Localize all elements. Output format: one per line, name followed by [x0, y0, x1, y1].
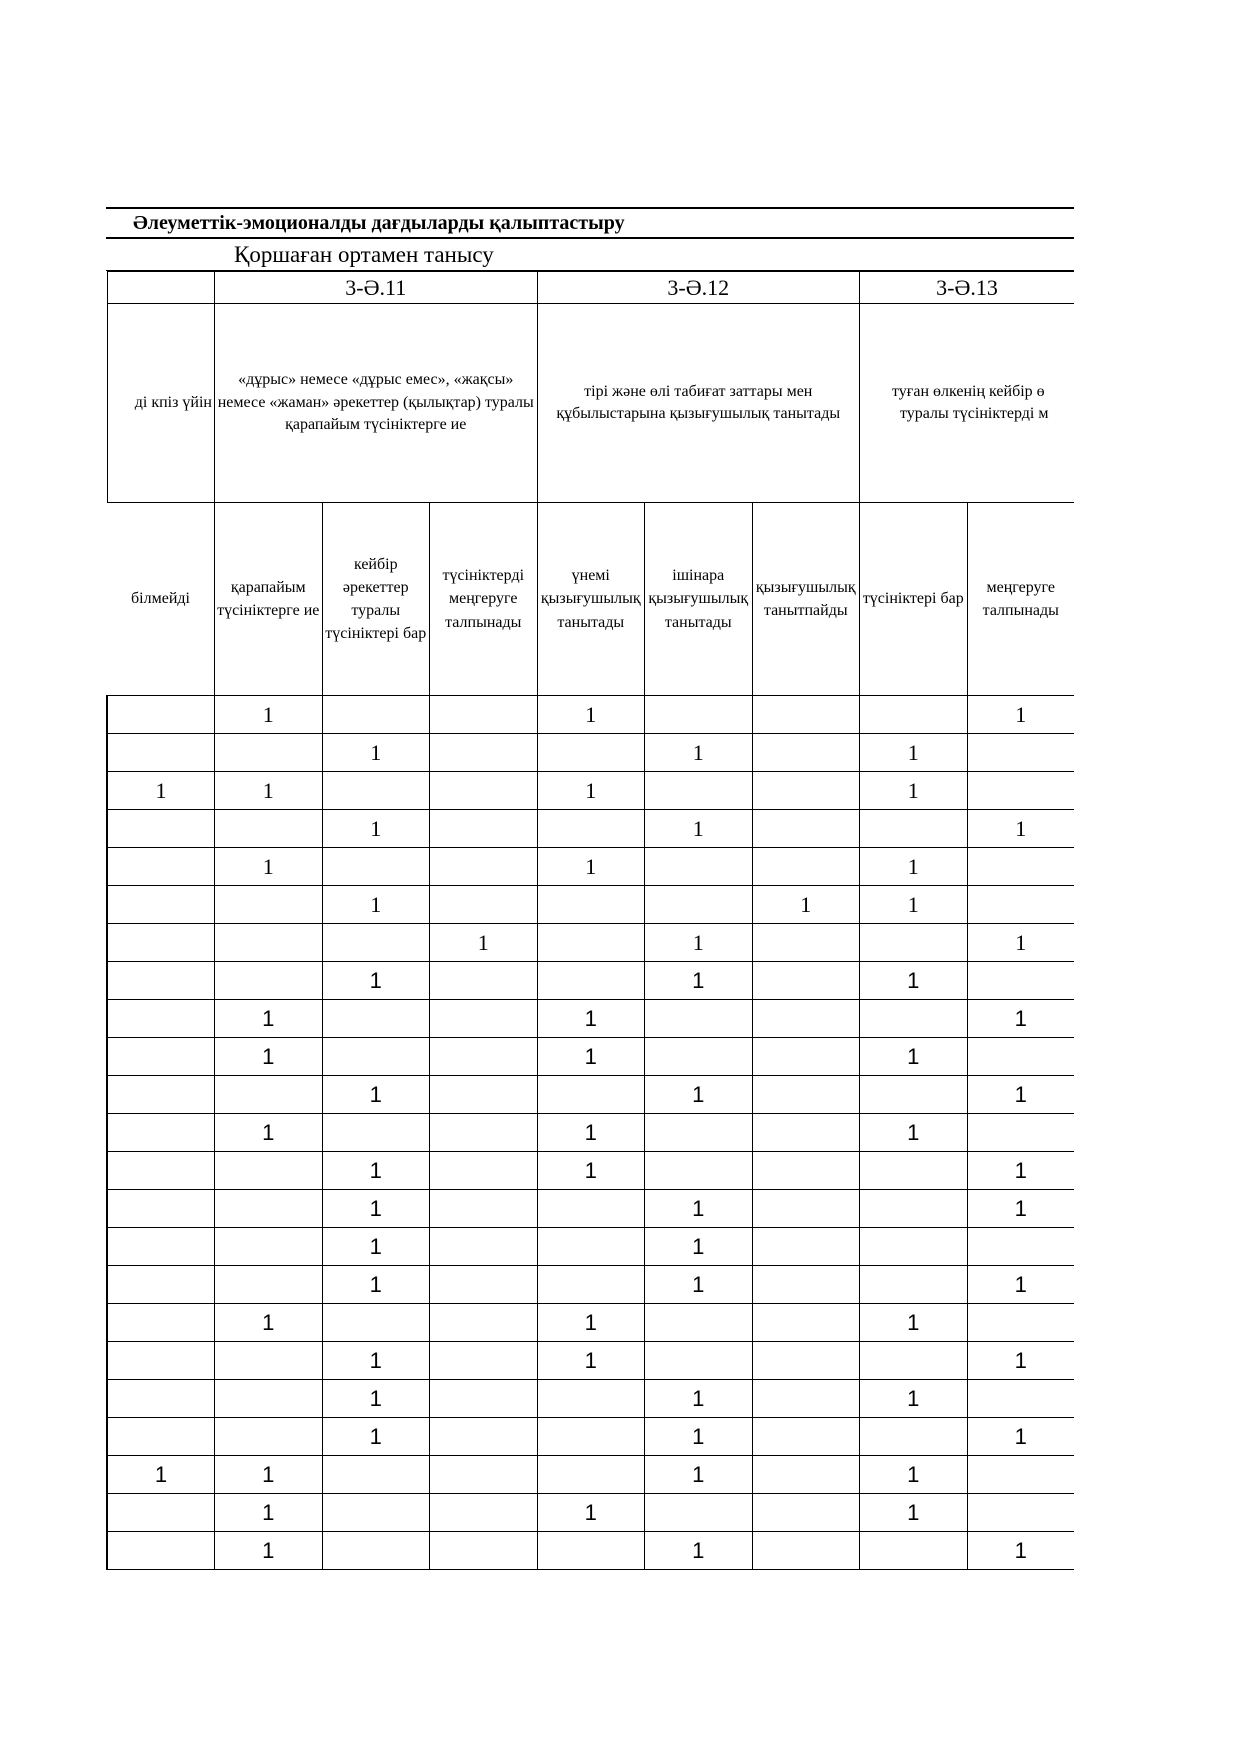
table-row	[107, 1304, 1074, 1342]
description-3-a-13	[860, 304, 1074, 503]
table-cell	[215, 1152, 323, 1190]
table-cell	[430, 1418, 538, 1456]
table-cell	[107, 810, 215, 848]
table-cell	[752, 1304, 860, 1342]
table-cell: 1	[860, 886, 968, 924]
table-cell	[430, 810, 538, 848]
table-row	[107, 1190, 1074, 1228]
table-cell: 1	[322, 1228, 430, 1266]
table-cell	[215, 810, 323, 848]
table-cell: 1	[322, 886, 430, 924]
table-cell	[215, 886, 323, 924]
table-cell	[537, 924, 645, 962]
table-cell	[107, 1190, 215, 1228]
table-cell: 1	[215, 1456, 323, 1494]
table-cell	[645, 1494, 753, 1532]
table-cell: 1	[967, 810, 1074, 848]
table-cell	[107, 1114, 215, 1152]
description-3-a-11: «дұрыс» немесе «дұрыс емес», «жақсы» немесе «жаман» әрекеттер (қылықтар) туралы қарапайым түсініктерге ие	[215, 304, 538, 503]
table-cell	[322, 1114, 430, 1152]
table-cell: 1	[967, 1152, 1074, 1190]
table-cell	[430, 696, 538, 734]
option-header-1: қарапайым түсініктерге ие	[215, 503, 323, 696]
table-cell: 1	[215, 1532, 323, 1570]
table-cell	[537, 886, 645, 924]
table-cell: 1	[322, 1342, 430, 1380]
table-cell	[967, 1114, 1074, 1152]
table-cell: 1	[860, 734, 968, 772]
table-cell	[430, 1228, 538, 1266]
table-cell: 1	[645, 1418, 753, 1456]
table-cell	[752, 772, 860, 810]
table-cell: 1	[215, 772, 323, 810]
table-cell	[752, 1038, 860, 1076]
table-cell	[107, 848, 215, 886]
table-cell	[430, 1304, 538, 1342]
table-cell	[752, 1456, 860, 1494]
option-header-7: түсініктері бар	[860, 503, 968, 696]
description-3-a-13-line1: туған өлкенің кейбір ө	[892, 382, 1045, 400]
table-cell: 1	[215, 1494, 323, 1532]
table-row	[107, 1342, 1074, 1380]
table-cell: 1	[537, 696, 645, 734]
table-cell: 1	[322, 1266, 430, 1304]
table-cell: 1	[967, 1342, 1074, 1380]
table-row	[107, 1000, 1074, 1038]
options-row	[107, 503, 1074, 696]
table-cell	[107, 1418, 215, 1456]
table-row	[107, 1418, 1074, 1456]
table-cell	[967, 734, 1074, 772]
table-cell	[967, 848, 1074, 886]
table-cell	[967, 1494, 1074, 1532]
table-cell: 1	[860, 772, 968, 810]
table-cell	[107, 734, 215, 772]
table-cell	[537, 962, 645, 1000]
table-cell: 1	[645, 924, 753, 962]
table-cell	[107, 1000, 215, 1038]
description-row	[107, 304, 1074, 503]
table-cell	[107, 962, 215, 1000]
table-cell: 1	[215, 1000, 323, 1038]
section-title: Әлеуметтік-эмоционалды дағдыларды қалыптастыру	[106, 207, 1074, 239]
table-cell	[967, 1456, 1074, 1494]
table-cell: 1	[860, 1494, 968, 1532]
table-cell	[860, 696, 968, 734]
table-cell	[967, 962, 1074, 1000]
table-cell: 1	[537, 772, 645, 810]
table-cell	[860, 1532, 968, 1570]
table-cell	[322, 1000, 430, 1038]
table-cell: 1	[537, 1000, 645, 1038]
table-cell	[107, 1228, 215, 1266]
assessment-sheet	[106, 207, 1074, 1570]
table-cell: 1	[322, 1152, 430, 1190]
table-cell: 1	[107, 1456, 215, 1494]
table-cell	[752, 1190, 860, 1228]
table-cell	[860, 1190, 968, 1228]
table-cell	[645, 1342, 753, 1380]
table-cell: 1	[322, 1190, 430, 1228]
table-cell	[215, 1266, 323, 1304]
table-cell	[107, 1152, 215, 1190]
table-cell: 1	[537, 1114, 645, 1152]
table-cell	[645, 1152, 753, 1190]
table-cell	[860, 1076, 968, 1114]
table-cell	[752, 1266, 860, 1304]
table-cell	[322, 1494, 430, 1532]
code-3-a-13: 3-Ә.13	[860, 272, 1074, 304]
table-cell: 1	[860, 1304, 968, 1342]
table-cell	[430, 1342, 538, 1380]
table-cell	[645, 696, 753, 734]
table-cell	[107, 1380, 215, 1418]
table-cell: 1	[645, 962, 753, 1000]
table-cell: 1	[645, 1190, 753, 1228]
table-cell: 1	[322, 962, 430, 1000]
table-cell	[645, 886, 753, 924]
table-cell	[215, 924, 323, 962]
table-cell: 1	[967, 1266, 1074, 1304]
table-row	[107, 1266, 1074, 1304]
table-cell	[430, 848, 538, 886]
code-3-a-11: 3-Ә.11	[215, 272, 538, 304]
table-row	[107, 886, 1074, 924]
table-cell	[752, 1076, 860, 1114]
table-cell	[215, 962, 323, 1000]
assessment-table	[106, 271, 1074, 1570]
table-cell	[322, 848, 430, 886]
table-cell: 1	[645, 734, 753, 772]
table-cell	[322, 772, 430, 810]
table-cell	[430, 772, 538, 810]
table-cell	[215, 1190, 323, 1228]
table-cell	[537, 734, 645, 772]
table-cell	[967, 772, 1074, 810]
table-row	[107, 1038, 1074, 1076]
table-cell: 1	[322, 1076, 430, 1114]
table-cell	[967, 886, 1074, 924]
table-cell	[537, 810, 645, 848]
table-cell	[107, 1038, 215, 1076]
table-cell	[752, 1418, 860, 1456]
table-cell	[860, 1152, 968, 1190]
table-cell: 1	[967, 1418, 1074, 1456]
table-cell: 1	[322, 1418, 430, 1456]
table-row	[107, 924, 1074, 962]
table-cell	[430, 1000, 538, 1038]
table-cell	[537, 1456, 645, 1494]
table-cell	[860, 1418, 968, 1456]
table-row	[107, 696, 1074, 734]
table-cell: 1	[107, 772, 215, 810]
table-row	[107, 1456, 1074, 1494]
table-cell	[430, 1076, 538, 1114]
table-cell	[322, 1038, 430, 1076]
table-cell	[322, 1456, 430, 1494]
table-cell: 1	[322, 734, 430, 772]
code-row	[107, 272, 1074, 304]
table-cell	[215, 734, 323, 772]
table-cell: 1	[215, 1114, 323, 1152]
table-cell	[107, 1532, 215, 1570]
table-cell	[430, 1456, 538, 1494]
table-cell	[860, 1000, 968, 1038]
table-cell	[430, 1152, 538, 1190]
table-cell: 1	[537, 1304, 645, 1342]
table-cell	[430, 886, 538, 924]
option-header-3: түсініктерді меңгеруге талпынады	[430, 503, 538, 696]
table-row	[107, 1380, 1074, 1418]
table-cell: 1	[645, 1228, 753, 1266]
table-cell	[107, 886, 215, 924]
table-cell	[537, 1190, 645, 1228]
table-row	[107, 1532, 1074, 1570]
table-cell: 1	[645, 1076, 753, 1114]
table-cell	[430, 1266, 538, 1304]
table-cell	[107, 1076, 215, 1114]
table-cell: 1	[215, 1304, 323, 1342]
table-cell	[752, 1494, 860, 1532]
code-3-a-12: 3-Ә.12	[537, 272, 860, 304]
table-cell: 1	[537, 1342, 645, 1380]
table-cell	[752, 962, 860, 1000]
table-cell: 1	[860, 1380, 968, 1418]
table-row	[107, 962, 1074, 1000]
table-row	[107, 1152, 1074, 1190]
table-cell	[752, 848, 860, 886]
table-cell: 1	[430, 924, 538, 962]
table-cell	[860, 1228, 968, 1266]
table-cell: 1	[537, 1494, 645, 1532]
table-cell: 1	[645, 810, 753, 848]
table-cell	[322, 924, 430, 962]
table-cell	[430, 1190, 538, 1228]
table-cell	[967, 1228, 1074, 1266]
table-cell	[752, 1114, 860, 1152]
table-cell: 1	[645, 1380, 753, 1418]
table-cell: 1	[322, 1380, 430, 1418]
table-cell	[645, 1000, 753, 1038]
table-cell	[107, 1266, 215, 1304]
table-cell	[107, 696, 215, 734]
table-cell: 1	[645, 1266, 753, 1304]
table-cell	[967, 1380, 1074, 1418]
table-cell	[107, 1342, 215, 1380]
option-header-0: білмейді	[107, 503, 215, 696]
table-cell	[645, 1114, 753, 1152]
table-cell	[215, 1380, 323, 1418]
table-cell: 1	[860, 848, 968, 886]
table-cell	[322, 1532, 430, 1570]
option-header-5: ішінара қызығушылық танытады	[645, 503, 753, 696]
table-cell: 1	[645, 1532, 753, 1570]
table-cell: 1	[537, 1152, 645, 1190]
table-cell: 1	[967, 1190, 1074, 1228]
table-cell: 1	[537, 1038, 645, 1076]
description-3-a-13-line2: туралы түсініктерді м	[900, 405, 1049, 422]
table-cell	[107, 1304, 215, 1342]
table-row	[107, 1076, 1074, 1114]
table-cell	[752, 1000, 860, 1038]
table-cell	[752, 810, 860, 848]
table-cell: 1	[215, 848, 323, 886]
table-cell	[430, 1114, 538, 1152]
table-row	[107, 810, 1074, 848]
table-cell	[752, 696, 860, 734]
table-cell	[107, 1494, 215, 1532]
table-cell: 1	[215, 1038, 323, 1076]
table-cell	[537, 1266, 645, 1304]
table-cell	[537, 1418, 645, 1456]
table-cell: 1	[322, 810, 430, 848]
table-cell	[430, 962, 538, 1000]
table-cell	[430, 1494, 538, 1532]
option-header-6: қызығушылық танытпайды	[752, 503, 860, 696]
table-cell: 1	[967, 1000, 1074, 1038]
description-3-a-12: тірі және өлі табиғат заттары мен құбылыстарына қызығушылық танытады	[537, 304, 860, 503]
table-cell	[752, 734, 860, 772]
topic-title: Қоршаған ортамен танысу	[106, 239, 1074, 271]
table-cell	[430, 1038, 538, 1076]
description-partial-left: ді кпіз үйін	[107, 304, 215, 503]
table-cell	[537, 1380, 645, 1418]
table-cell	[645, 772, 753, 810]
table-cell	[645, 1304, 753, 1342]
table-cell	[752, 1342, 860, 1380]
table-cell	[860, 1266, 968, 1304]
table-cell	[537, 1228, 645, 1266]
table-cell	[752, 1152, 860, 1190]
table-cell	[645, 1038, 753, 1076]
table-cell	[107, 924, 215, 962]
table-cell: 1	[537, 848, 645, 886]
table-cell	[537, 1532, 645, 1570]
table-cell	[430, 1380, 538, 1418]
table-row	[107, 1228, 1074, 1266]
table-cell	[967, 1304, 1074, 1342]
code-cell-empty	[107, 272, 215, 304]
table-row	[107, 848, 1074, 886]
table-cell: 1	[967, 1076, 1074, 1114]
table-cell: 1	[967, 696, 1074, 734]
table-cell: 1	[967, 1532, 1074, 1570]
table-cell	[860, 924, 968, 962]
table-cell	[215, 1342, 323, 1380]
table-cell	[860, 1342, 968, 1380]
table-cell	[215, 1418, 323, 1456]
table-cell: 1	[215, 696, 323, 734]
table-cell: 1	[752, 886, 860, 924]
table-row	[107, 1494, 1074, 1532]
option-header-2: кейбір әрекеттер туралы түсініктері бар	[322, 503, 430, 696]
table-cell: 1	[860, 1038, 968, 1076]
table-cell	[322, 696, 430, 734]
table-cell	[215, 1076, 323, 1114]
table-cell	[752, 1532, 860, 1570]
table-cell: 1	[967, 924, 1074, 962]
table-cell	[215, 1228, 323, 1266]
table-cell	[860, 810, 968, 848]
table-cell: 1	[645, 1456, 753, 1494]
table-cell	[430, 1532, 538, 1570]
table-cell	[752, 1228, 860, 1266]
option-header-4: үнемі қызығушылық танытады	[537, 503, 645, 696]
table-row	[107, 734, 1074, 772]
table-cell	[430, 734, 538, 772]
option-header-8: меңгеруге талпынады	[967, 503, 1074, 696]
table-row	[107, 772, 1074, 810]
table-cell	[645, 848, 753, 886]
table-cell: 1	[860, 1114, 968, 1152]
table-cell	[967, 1038, 1074, 1076]
table-cell	[322, 1304, 430, 1342]
table-row	[107, 1114, 1074, 1152]
table-cell	[752, 924, 860, 962]
table-cell: 1	[860, 962, 968, 1000]
table-cell	[537, 1076, 645, 1114]
table-cell: 1	[860, 1456, 968, 1494]
table-cell	[752, 1380, 860, 1418]
